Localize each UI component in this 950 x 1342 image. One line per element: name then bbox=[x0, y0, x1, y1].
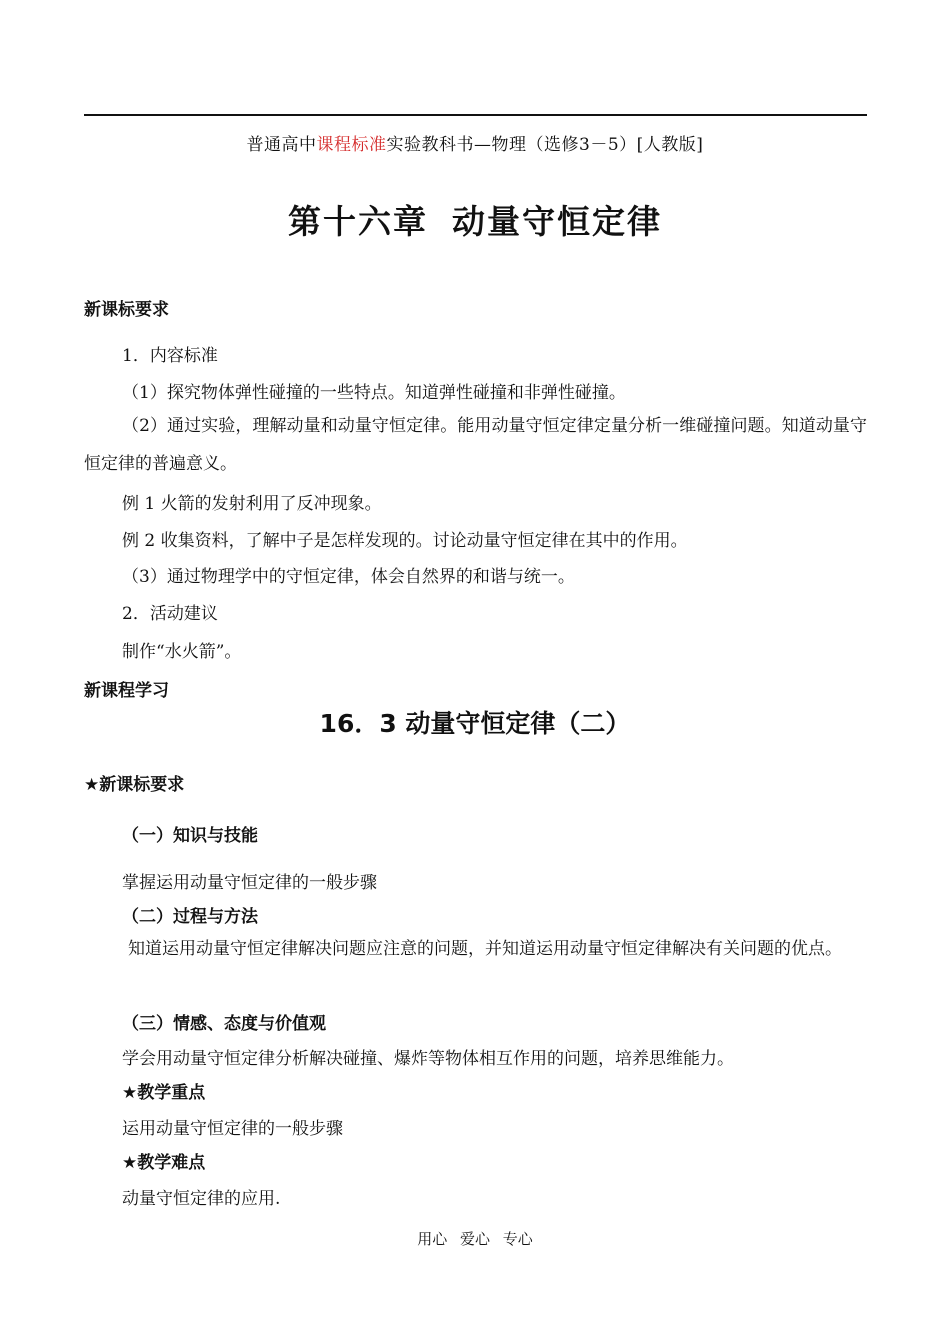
emotion-heading: （三）情感、态度与价值观 bbox=[122, 1014, 326, 1034]
knowledge-heading: （一）知识与技能 bbox=[122, 826, 258, 846]
example-1: 例 1 火箭的发射利用了反冲现象。 bbox=[122, 494, 382, 514]
key-point-heading: ★教学重点 bbox=[122, 1083, 206, 1103]
standard-item-2: （2）通过实验，理解动量和动量守恒定律。能用动量守恒定律定量分析一维碰撞问题。知道动量守恒定律的普遍意义。 bbox=[84, 416, 867, 474]
page-footer: 用心 爱心 专心 bbox=[417, 1230, 533, 1248]
activity-text: 制作“水火箭”。 bbox=[122, 642, 242, 662]
standard-item-3: （3）通过物理学中的守恒定律，体会自然界的和谐与统一。 bbox=[122, 567, 575, 587]
emotion-text: 学会用动量守恒定律分析解决碰撞、爆炸等物体相互作用的问题，培养思维能力。 bbox=[122, 1049, 734, 1069]
standard-item-1: （1）探究物体弹性碰撞的一些特点。知道弹性碰撞和非弹性碰撞。 bbox=[122, 383, 626, 403]
chapter-title bbox=[0, 196, 950, 243]
header-prefix: 普通高中 bbox=[246, 135, 317, 155]
content-standard-label: 1．内容标准 bbox=[122, 346, 218, 366]
process-text: 知道运用动量守恒定律解决问题应注意的问题，并知道运用动量守恒定律解决有关问题的优点。 bbox=[128, 939, 842, 959]
header-highlight: 课程标准 bbox=[316, 135, 387, 155]
requirements-heading: ★新课标要求 bbox=[84, 775, 185, 795]
activity-label: 2．活动建议 bbox=[122, 604, 218, 624]
difficult-point-heading: ★教学难点 bbox=[122, 1153, 206, 1173]
knowledge-text: 掌握运用动量守恒定律的一般步骤 bbox=[122, 873, 377, 893]
page-header bbox=[0, 130, 950, 155]
chapter-number: 第十六章 bbox=[288, 202, 428, 241]
standards-heading: 新课标要求 bbox=[84, 300, 169, 320]
header-suffix: 实验教科书—物理（选修3－5）[人教版] bbox=[386, 135, 704, 155]
section-title: 16．3 动量守恒定律（二） bbox=[319, 709, 631, 738]
difficult-point-text: 动量守恒定律的应用. bbox=[122, 1189, 281, 1209]
process-heading: （二）过程与方法 bbox=[122, 907, 258, 927]
chapter-name: 动量守恒定律 bbox=[452, 202, 662, 241]
course-heading: 新课程学习 bbox=[84, 681, 169, 701]
example-2: 例 2 收集资料，了解中子是怎样发现的。讨论动量守恒定律在其中的作用。 bbox=[122, 531, 688, 551]
header-rule bbox=[84, 114, 867, 116]
key-point-text: 运用动量守恒定律的一般步骤 bbox=[122, 1119, 343, 1139]
